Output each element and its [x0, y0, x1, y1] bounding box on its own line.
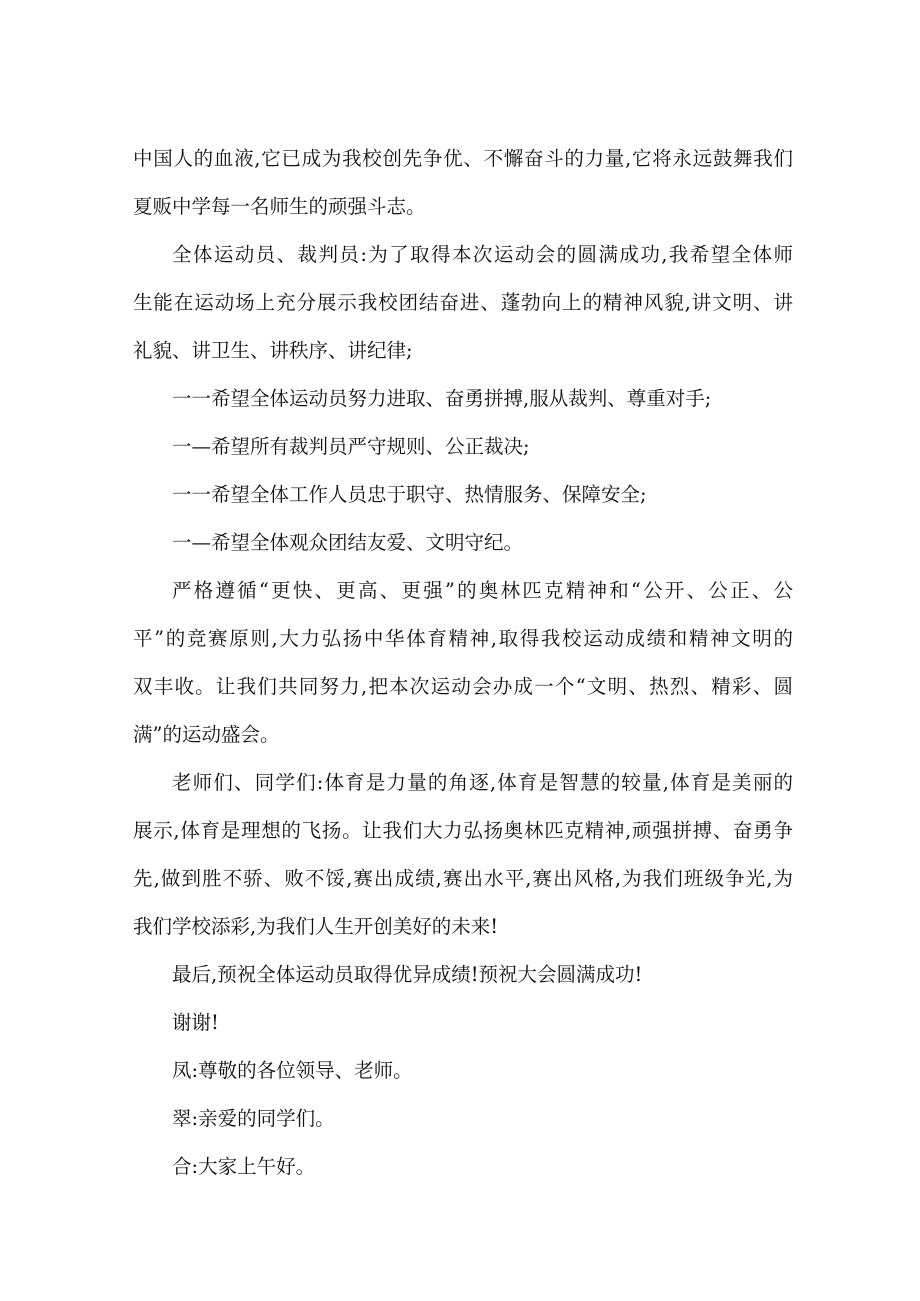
text-line: 谢谢! [172, 1011, 219, 1034]
paragraph-7 [133, 567, 793, 759]
text-line: 平”的竞赛原则,大力弘扬中华体育精神,取得我校运动成绩和精神文明的 [133, 627, 793, 650]
text-line: 生能在运动场上充分展示我校团结奋进、蓬勃向上的精神风貌,讲文明、讲 [133, 291, 793, 314]
paragraph-13 [133, 1143, 793, 1191]
paragraph-12 [133, 1095, 793, 1143]
text-line: 展示,体育是理想的飞扬。让我们大力弘扬奥林匹克精神,顽强拼搏、奋勇争 [133, 819, 793, 842]
text-line: 合:大家上午好。 [172, 1155, 316, 1178]
text-line: 严格遵循“更快、更高、更强”的奥林匹克精神和“公开、公正、公 [172, 579, 793, 602]
paragraph-8 [133, 759, 793, 951]
text-line: 双丰收。让我们共同努力,把本次运动会办成一个“文明、热烈、精彩、圆 [133, 675, 793, 698]
paragraph-4 [133, 423, 793, 471]
text-line: 满”的运动盛会。 [133, 723, 280, 746]
text-line: 老师们、同学们:体育是力量的角逐,体育是智慧的较量,体育是美丽的 [172, 771, 793, 794]
text-line: 中国人的血液,它已成为我校创先争优、不懈奋斗的力量,它将永远鼓舞我们 [133, 147, 793, 170]
document-body [133, 135, 793, 1191]
text-line: 翠:亲爱的同学们。 [172, 1107, 335, 1130]
text-line: 一—希望所有裁判员严守规则、公正裁决; [172, 435, 530, 458]
text-line: 一一希望全体工作人员忠于职守、热情服务、保障安全; [172, 483, 647, 506]
text-line: 最后,预祝全体运动员取得优异成绩!预祝大会圆满成功! [172, 963, 643, 986]
text-line: 一—希望全体观众团结友爱、文明守纪。 [172, 531, 524, 554]
paragraph-10 [133, 999, 793, 1047]
text-line: 夏贩中学每一名师生的顽强斗志。 [133, 195, 426, 218]
text-line: 礼貌、讲卫生、讲秩序、讲纪律; [133, 339, 413, 362]
text-line: 先,做到胜不骄、败不馁,赛出成绩,赛出水平,赛出风格,为我们班级争光,为 [133, 867, 793, 890]
text-line: 全体运动员、裁判员:为了取得本次运动会的圆满成功,我希望全体师 [172, 243, 793, 266]
text-line: 一一希望全体运动员努力进取、奋勇拼搏,服从裁判、尊重对手; [172, 387, 712, 410]
paragraph-3 [133, 375, 793, 423]
text-line: 我们学校添彩,为我们人生开创美好的未来! [133, 915, 499, 938]
paragraph-2 [133, 231, 793, 375]
paragraph-6 [133, 519, 793, 567]
paragraph-9 [133, 951, 793, 999]
paragraph-5 [133, 471, 793, 519]
paragraph-11 [133, 1047, 793, 1095]
text-line: 凤:尊敬的各位领导、老师。 [172, 1059, 413, 1082]
paragraph-1 [133, 135, 793, 231]
